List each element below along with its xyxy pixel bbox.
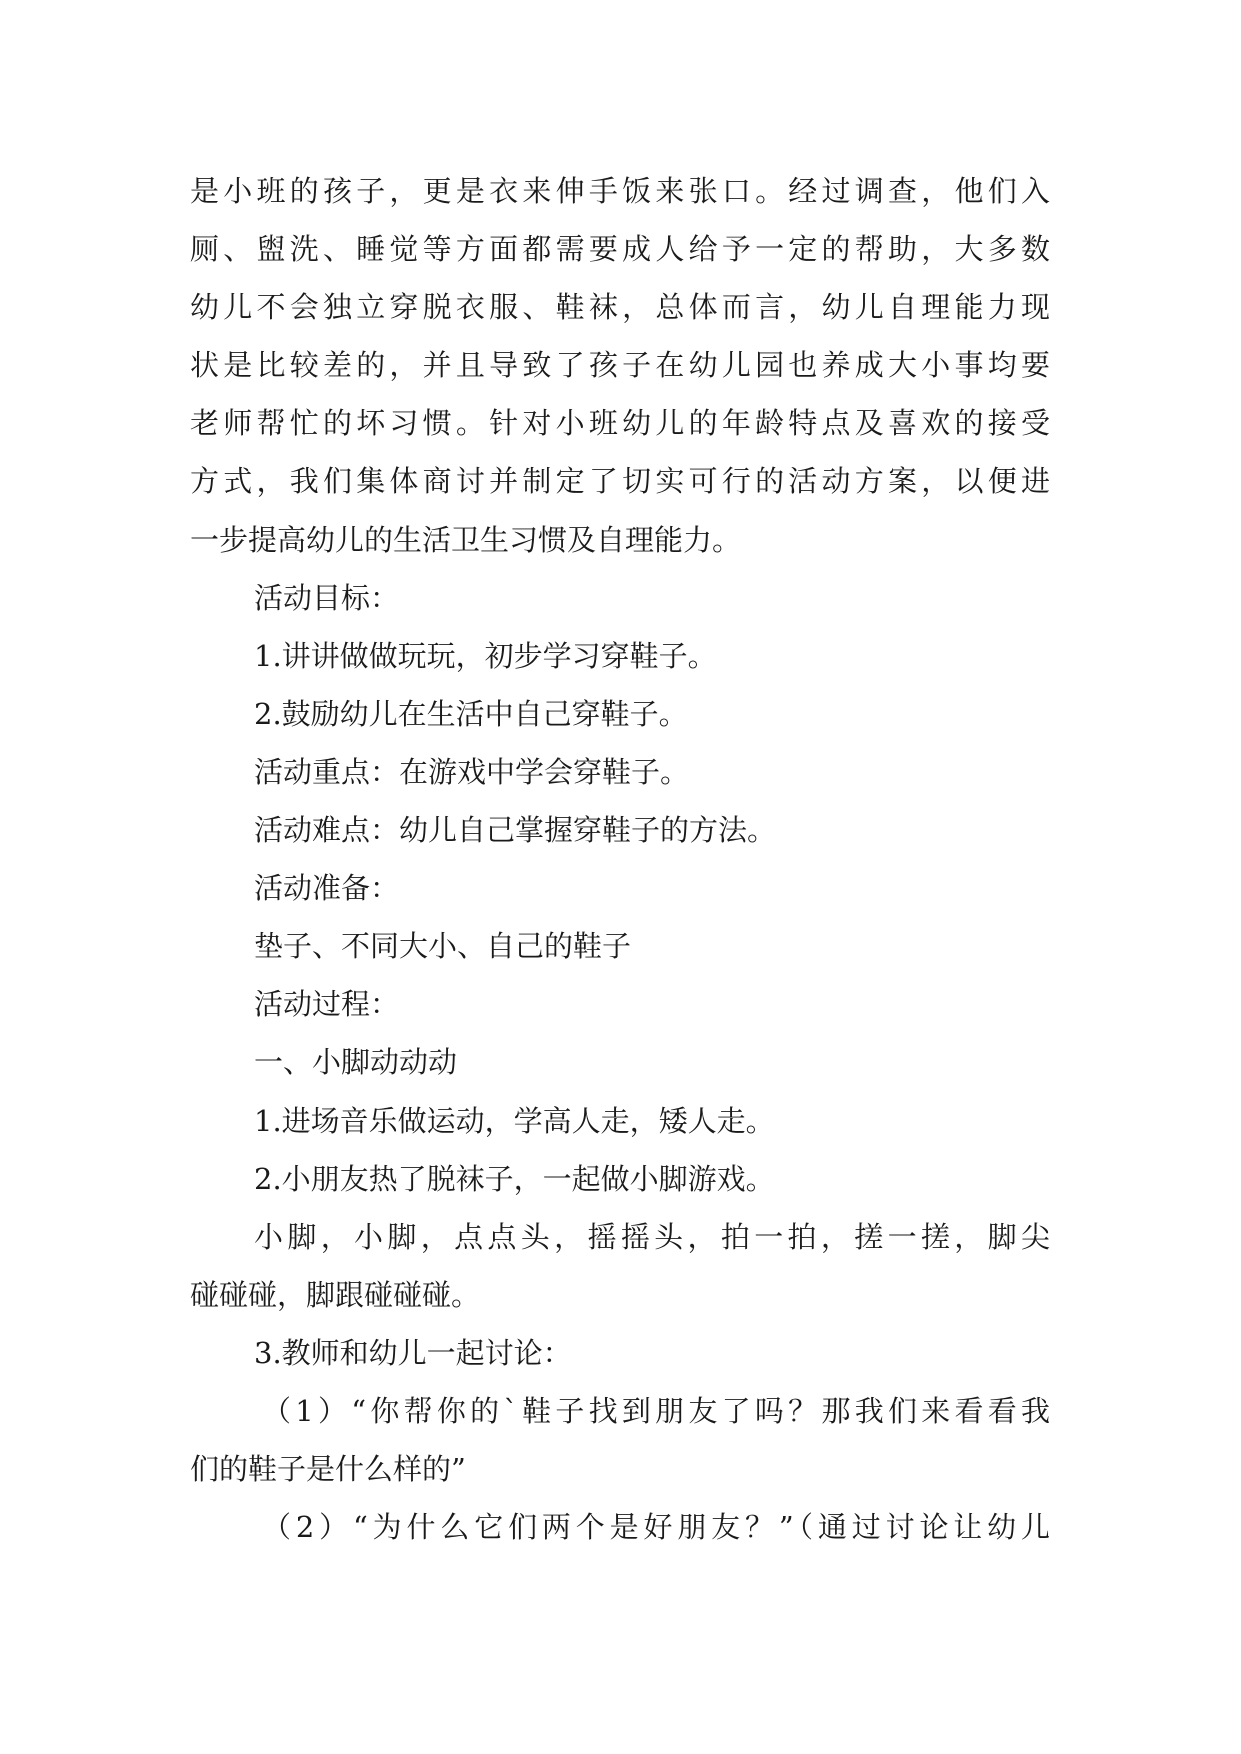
section-heading-preparation: 活动准备： xyxy=(254,871,400,906)
chant-line: 碰碰碰，脚跟碰碰碰。 xyxy=(190,1277,481,1312)
paragraph-line: 方式，我们集体商讨并制定了切实可行的活动方案，以便进 xyxy=(190,464,1050,499)
chant-line: 小脚，小脚，点点头，摇摇头，拍一拍，搓一搓，脚尖 xyxy=(254,1219,1050,1254)
goal-item-2: 2.鼓励幼儿在生活中自己穿鞋子。 xyxy=(254,696,688,731)
goal-item-1: 1.讲讲做做玩玩，初步学习穿鞋子。 xyxy=(254,638,717,673)
paragraph-line: 老师帮忙的坏习惯。针对小班幼儿的年龄特点及喜欢的接受 xyxy=(190,406,1050,441)
paragraph-line: 厕、盥洗、睡觉等方面都需要成人给予一定的帮助，大多数 xyxy=(190,232,1050,267)
difficult-point: 活动难点：幼儿自己掌握穿鞋子的方法。 xyxy=(254,813,777,848)
discussion-question-1-cont: 们的鞋子是什么样的” xyxy=(190,1452,466,1487)
discussion-question-1: （1）“你帮你的`鞋子找到朋友了吗？那我们来看看我 xyxy=(262,1393,1050,1428)
process-item-1: 1.进场音乐做运动，学高人走，矮人走。 xyxy=(254,1103,775,1138)
discussion-question-2: （2）“为什么它们两个是好朋友？”（通过讨论让幼儿 xyxy=(262,1510,1050,1545)
process-step-heading: 一、小脚动动动 xyxy=(254,1045,458,1080)
section-heading-goals: 活动目标： xyxy=(254,580,400,615)
paragraph-line: 一步提高幼儿的生活卫生习惯及自理能力。 xyxy=(190,522,742,557)
process-item-2: 2.小朋友热了脱袜子，一起做小脚游戏。 xyxy=(254,1161,775,1196)
paragraph-line: 是小班的孩子，更是衣来伸手饭来张口。经过调查，他们入 xyxy=(190,174,1050,208)
preparation-materials: 垫子、不同大小、自己的鞋子 xyxy=(254,929,632,964)
document-body xyxy=(190,162,1050,1556)
key-point: 活动重点：在游戏中学会穿鞋子。 xyxy=(254,754,690,789)
paragraph-line: 状是比较差的，并且导致了孩子在幼儿园也养成大小事均要 xyxy=(190,348,1050,383)
process-item-3: 3.教师和幼儿一起讨论： xyxy=(254,1335,572,1370)
section-heading-process: 活动过程： xyxy=(254,987,400,1022)
paragraph-line: 幼儿不会独立穿脱衣服、鞋袜，总体而言，幼儿自理能力现 xyxy=(190,290,1050,325)
